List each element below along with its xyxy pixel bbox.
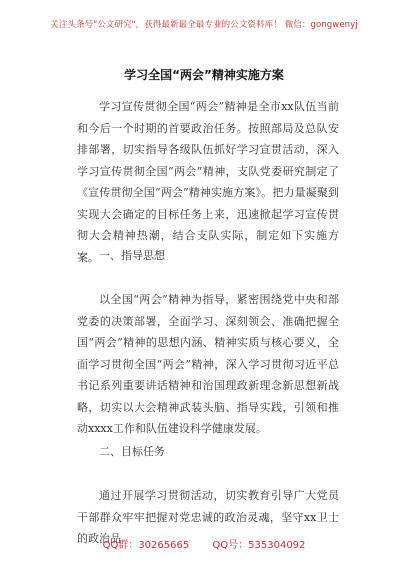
footer-qq-group: QQ群：30265665 (102, 540, 190, 551)
section-1-body (77, 289, 339, 440)
paragraph-intro: 学习宣传贯彻全国“两会”精神是全市xx队伍当前和今后一个时期的首要政治任务。按照部局及总队安排部署，切实指导各级队伍抓好学习宣贯活动，深入学习宣传贯彻全国“两会”精神，支队党委研究制定了《宣传贯彻全国“两会”精神实施方案》。把力量凝聚到实现大会确定的目标任务上来，迅速掀起学习宣传贯彻大会精神热潮，结合支队实际，制定如下实施方案。 (77, 100, 339, 264)
section-heading-1: 一、指导思想 (99, 249, 165, 262)
document-body (77, 96, 339, 268)
section-heading-2: 二、目标任务 (99, 445, 165, 458)
paragraph-guiding: 以全国“两会”精神为指导，紧密围绕党中央和部党委的决策部署，全面学习、深刻领会、准确把握全国“两会”精神的思想内涵、精神实质与核心要义，全面学习贯彻全国“两会”精神，深入学习贯彻习近平总书记系列重要讲话精神和治国理政新理念新思想新战略，切实以大会精神武装头脑、指导实践，引领和推动xxxx工作和队伍建设科学健康发展。 (77, 293, 339, 435)
section-2 (77, 441, 339, 463)
document-title: 学习全国“两会”精神实施方案 (124, 68, 284, 82)
section-1 (77, 245, 339, 267)
footer-contact (0, 536, 408, 551)
header-banner: 关注头条号"公文研究"，获得最新最全最专业的公文资料库！ 微信：gongwenyj (50, 20, 358, 30)
paragraph-goals: 通过开展学习贯彻活动，切实教育引导广大党员干部群众牢牢把握对党忠诚的政治灵魂，坚守xx卫士的政治品 (77, 489, 339, 545)
footer-qq-number: QQ号：535304092 (212, 540, 306, 551)
